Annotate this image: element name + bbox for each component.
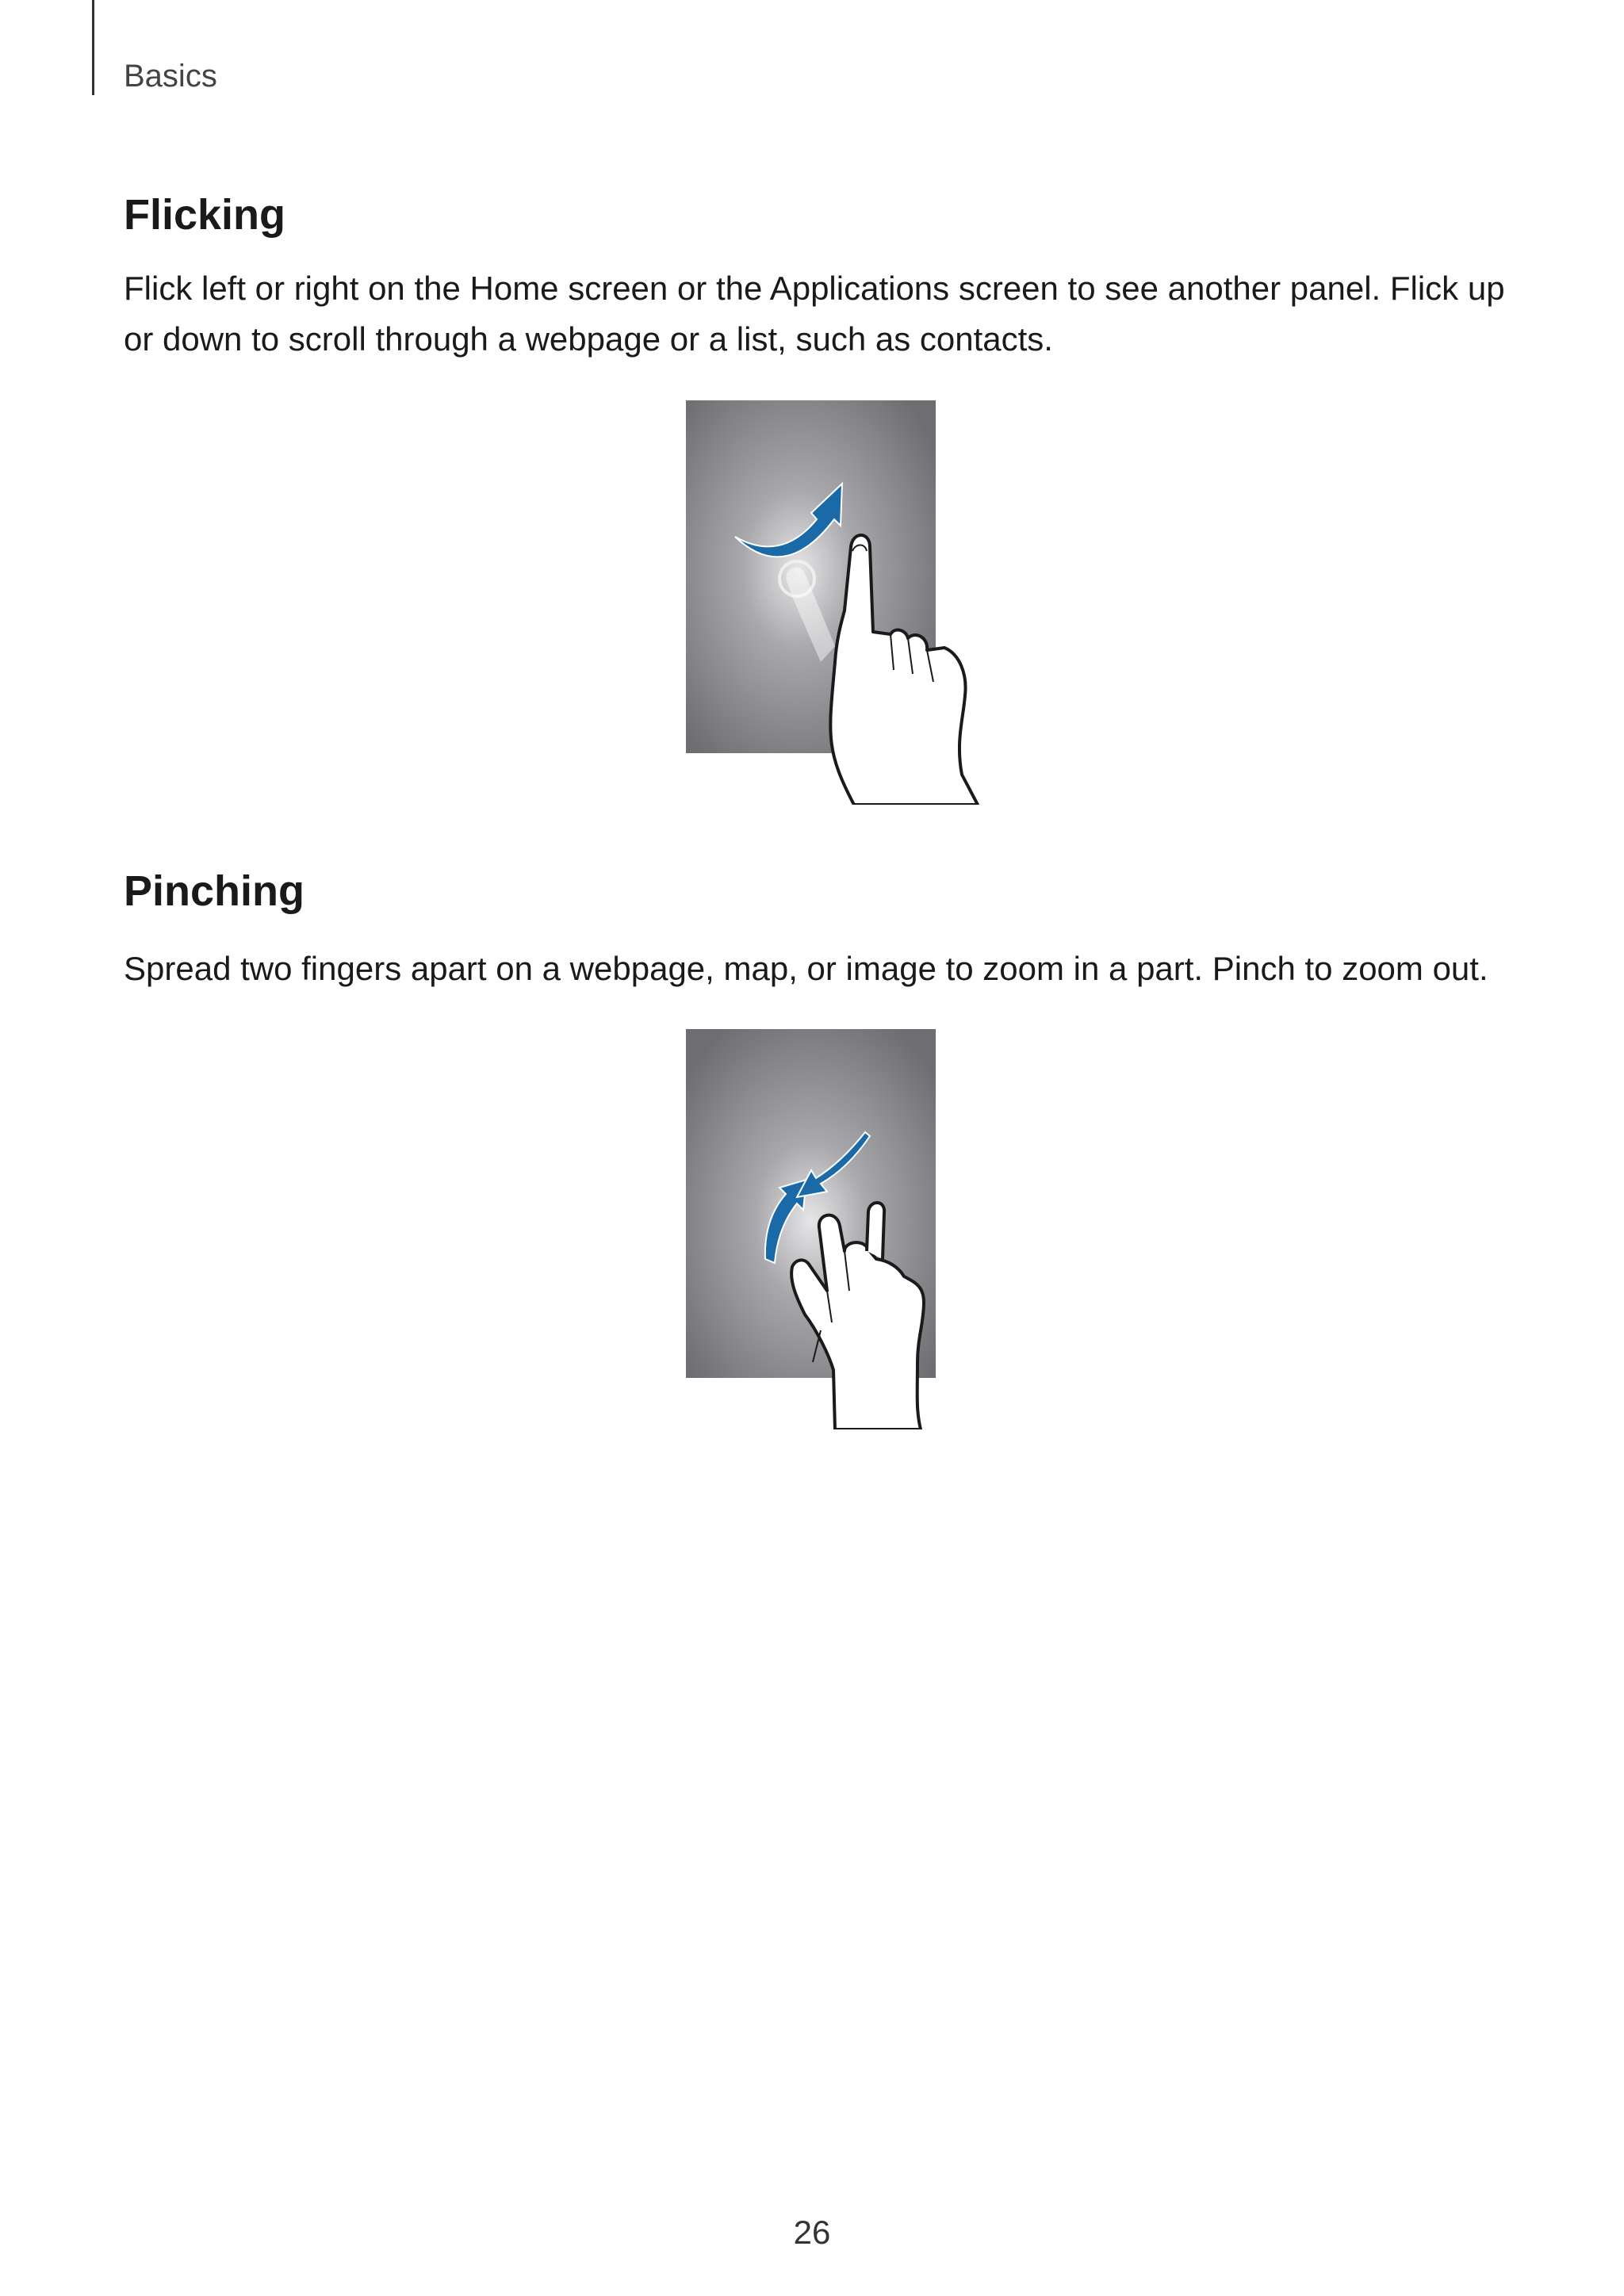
paragraph-pinching: Spread two fingers apart on a webpage, map, or image to zoom in a part. Pinch to zoom out. bbox=[124, 950, 1488, 987]
page-number: 26 bbox=[793, 2214, 831, 2251]
paragraph-flicking: Flick left or right on the Home screen or the Applications screen to see another panel. Flick up or down to scroll through a webpage or a list, such as contacts. bbox=[124, 270, 1505, 358]
heading-pinching: Pinching bbox=[124, 867, 304, 915]
pinch-gesture-illustration bbox=[686, 1029, 987, 1429]
heading-flicking: Flicking bbox=[124, 191, 286, 239]
flick-gesture-illustration bbox=[686, 400, 987, 805]
section-label: Basics bbox=[124, 59, 217, 94]
header-rule bbox=[92, 0, 94, 95]
